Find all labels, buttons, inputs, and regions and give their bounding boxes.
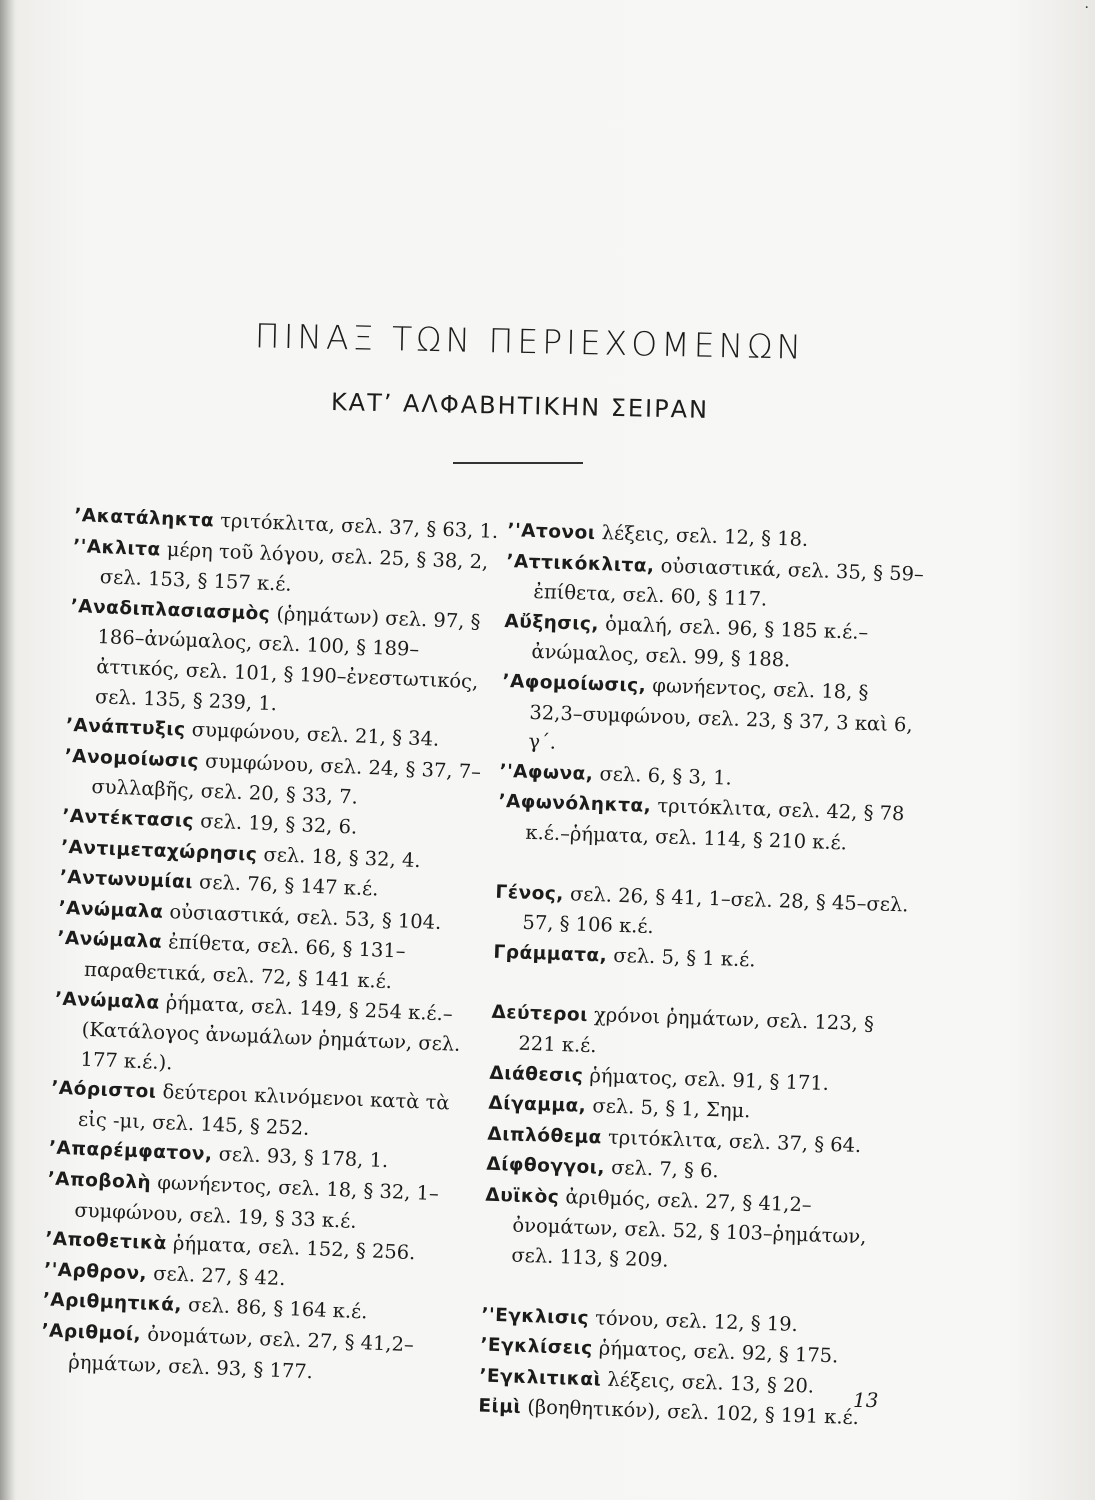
entry-reference: οὐσιαστικά, σελ. 35, § 59–ἐπίθετα, σελ. 60, § 117. (533, 553, 925, 611)
entry-headword: ’Ανώμαλα (56, 927, 163, 954)
entry-reference: σελ. 5, § 1 κ.έ. (613, 943, 756, 972)
entry-reference: ἐπίθετα, σελ. 66, § 131–παραθετικά, σελ. 72, § 141 κ.έ. (83, 930, 407, 994)
entry-reference: σελ. 27, § 42. (152, 1261, 286, 1290)
entry-reference: οὐσιαστικά, σελ. 53, § 104. (169, 899, 442, 934)
entry-headword: ’Αόριστοι (50, 1077, 157, 1104)
entry-reference: ῥήματα, σελ. 149, § 254 κ.έ.–(Κατάλογος ἀνωμάλων ῥημάτων, σελ. 177 κ.έ.). (80, 990, 461, 1075)
entry-headword: ’Ανώμαλα (54, 988, 161, 1014)
entry-headword: ’Ανώμαλα (58, 897, 164, 923)
entry-headword: Εἰμὶ (478, 1395, 522, 1419)
entry-reference: μέρη τοῦ λόγου, σελ. 25, § 38, 2, σελ. 153, § 157 κ.έ. (99, 537, 489, 596)
index-entry (67, 591, 501, 728)
entry-headword: ’'Εγκλισις (481, 1304, 590, 1329)
entry-headword: ’Αντωνυμίαι (59, 866, 194, 894)
entry-reference: δεύτεροι κλινόμενοι κατὰ τὰ εἰς -μι, σελ. 145, § 252. (77, 1080, 451, 1140)
index-entry (52, 983, 485, 1090)
entry-headword: Δεύτεροι (491, 1002, 589, 1027)
entry-headword: ’Αριθμητικά, (42, 1289, 183, 1317)
entry-reference: φωνήεντος, σελ. 18, § 32, 1–συμφώνου, σελ. 19, § 33 κ.έ. (74, 1170, 440, 1233)
entry-reference: φωνήεντος, σελ. 18, § 32,3–συμφώνου, σελ. 23, § 37, 3 καὶ 6, γ΄. (528, 673, 914, 754)
index-group-epsilon (478, 1299, 902, 1435)
index-group-delta (483, 997, 912, 1283)
entry-headword: ’Αποβολὴ (47, 1168, 152, 1194)
entry-headword: ’Εγκλιτικαὶ (479, 1365, 602, 1391)
entry-reference: λέξεις, σελ. 13, § 20. (607, 1367, 815, 1398)
entry-headword: Αὔξησις, (504, 610, 600, 635)
entry-headword: ’'Αρθρον, (43, 1259, 148, 1285)
entry-headword: ’Αφομοίωσις, (502, 670, 647, 697)
entry-reference: (βοηθητικόν), σελ. 102, § 191 κ.έ. (526, 1395, 860, 1430)
entry-headword: ’Αριθμοί, (41, 1320, 142, 1346)
entry-reference: ῥήματος, σελ. 91, § 171. (589, 1063, 830, 1095)
entry-headword: Δίγαμμα, (488, 1092, 587, 1118)
entry-reference: τριτόκλιτα, σελ. 37, § 63, 1. (219, 508, 499, 543)
entry-reference: ῥήματα, σελ. 152, § 256. (172, 1231, 416, 1265)
entry-reference: ἀριθμός, σελ. 27, § 41,2–ὀνομάτων, σελ. 52, § 103–ῥημάτων, σελ. 113, § 209. (511, 1185, 867, 1272)
entry-headword: ’'Ακλιτα (72, 535, 162, 561)
entry-reference: συμφώνου, σελ. 24, § 37, 7–συλλαβῆς, σελ. 20, § 33, 7. (91, 749, 482, 809)
entry-headword: Δυϊκὸς (485, 1184, 560, 1208)
entry-headword: ’Ανάπτυξις (65, 714, 186, 741)
entry-reference: σελ. 93, § 178, 1. (218, 1142, 389, 1173)
title-divider (453, 462, 583, 464)
index-entry (500, 666, 923, 770)
entry-reference: σελ. 76, § 147 κ.έ. (198, 870, 379, 901)
entry-reference: τριτόκλιτα, σελ. 37, § 64. (607, 1125, 862, 1157)
entry-headword: ’Αντέκτασις (61, 805, 195, 832)
entry-headword: ’Αντιμεταχώρησις (60, 836, 258, 866)
entry-headword: ’Ανομοίωσις (64, 745, 200, 772)
entry-reference: ὁμαλή, σελ. 96, § 185 κ.έ.–ἀνώμαλος, σελ. 99, § 188. (531, 612, 869, 672)
entry-reference: σελ. 6, § 3, 1. (599, 761, 733, 790)
book-spine-shadow (0, 0, 16, 1500)
entry-reference: σελ. 86, § 164 κ.έ. (187, 1293, 368, 1324)
entry-headword: Διάθεσις (489, 1062, 584, 1087)
entry-headword: ’Αφωνόληκτα, (498, 791, 652, 818)
entry-reference: σελ. 5, § 1, Σημ. (592, 1094, 751, 1123)
index-group-gamma (493, 876, 916, 981)
entry-reference: σελ. 7, § 6. (610, 1156, 720, 1183)
entry-reference: ὀνομάτων, σελ. 27, § 41,2–ῥημάτων, σελ. 93, § 177. (67, 1322, 415, 1383)
entry-headword: ’Ακατάληκτα (73, 504, 215, 532)
entry-reference: συμφώνου, σελ. 21, § 34. (191, 718, 440, 751)
entry-reference: σελ. 19, § 32, 6. (199, 809, 358, 839)
entry-headword: ’Απαρέμφατον, (48, 1137, 213, 1166)
entry-headword: Γένος, (495, 881, 565, 905)
index-column-left (40, 500, 505, 1393)
entry-reference: σελ. 18, § 32, 4. (263, 842, 422, 872)
corner-mark: · (1084, 0, 1089, 16)
entry-reference: ῥήματος, σελ. 92, § 175. (598, 1336, 839, 1368)
entry-reference: τριτόκλιτα, σελ. 42, § 78 κ.έ.–ῥήματα, σελ. 114, § 210 κ.έ. (525, 794, 905, 855)
entry-reference: λέξεις, σελ. 12, § 18. (601, 521, 809, 551)
entry-headword: Διπλόθεμα (487, 1123, 603, 1149)
entry-headword: ’Αναδιπλασιασμὸς (70, 595, 271, 625)
entry-headword: Γράμματα, (493, 941, 608, 967)
page-subtitle: ΚΑΤ’ ΑΛΦΑΒΗΤΙΚΗΝ ΣΕΙΡΑΝ (330, 388, 710, 424)
entry-headword: ’Εγκλίσεις (480, 1334, 593, 1360)
index-column-right (478, 515, 928, 1435)
entry-reference: (ῥημάτων) σελ. 97, § 186–ἀνώμαλος, σελ. 100, § 189–ἀττικός, σελ. 101, § 190–ἐνεστωτικός, σελ. 135, § 239, 1. (94, 601, 481, 715)
entry-headword: ’Αττικόκλιτα, (506, 550, 655, 577)
entry-headword: ’Αποθετικὰ (44, 1228, 168, 1255)
index-group-alpha (497, 515, 928, 860)
index-entry (483, 1180, 906, 1284)
page-number: 13 (853, 1388, 879, 1412)
entry-reference: χρόνοι ῥημάτων, σελ. 123, § 221 κ.έ. (518, 1003, 875, 1058)
entry-reference: σελ. 26, § 41, 1–σελ. 28, § 45–σελ. 57, § 106 κ.έ. (522, 881, 909, 939)
entry-headword: Δίφθογγοι, (486, 1153, 606, 1179)
entry-headword: ’'Ατονοι (507, 519, 596, 544)
entry-headword: ’'Αφωνα, (499, 760, 594, 785)
page-title: ΠΙΝΑΞ ΤΩΝ ΠΕΡΙΕΧΟΜΕΝΩΝ (254, 316, 806, 367)
entry-reference: τόνου, σελ. 12, § 19. (594, 1305, 799, 1336)
